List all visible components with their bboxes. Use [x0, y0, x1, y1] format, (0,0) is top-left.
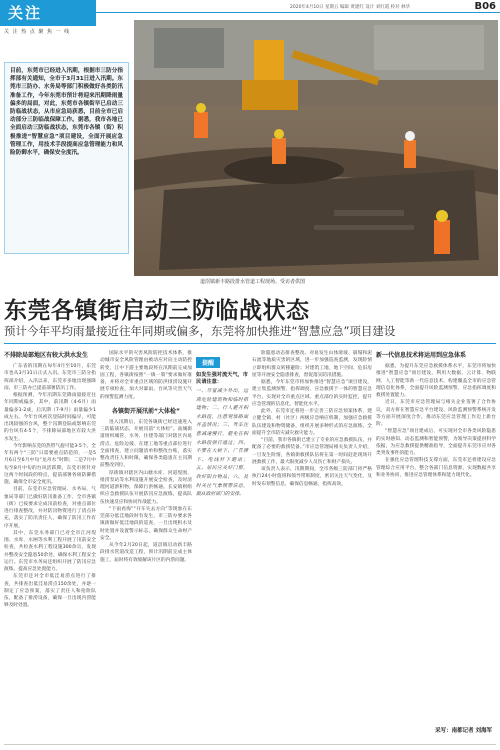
column-4-paragraph: “目前，我市各镇街已建立了专业的应急救援队伍，并配备了必要的救援装备。”市应急管理局相关负责人介绍，一旦发生险情，各镇街救援队伍将在第一时间赶赴现场开展救援工作，最大限度减少人员伤亡和财产损失。	[252, 438, 372, 465]
reminder-heading: 如发生强对流天气，市民请注意：	[196, 372, 248, 385]
reminder-sidebar	[196, 350, 248, 660]
page-title: 东莞各镇街启动三防临战状态	[4, 298, 310, 324]
lead-summary-box	[4, 62, 129, 254]
photo-caption: 道滘镇新丰路段排水管道工程现场。受访者供图	[200, 279, 306, 285]
reminder-tag: 提醒	[196, 357, 220, 368]
column-1-paragraph: 东莞市还对全市低洼易涝点进行了排查，共排查出低洼易涝点150余处，并逐一制定了应急预案，落实了责任人和抢险队伍，配备了排涝设备，确保一旦出现内涝能够及时处置。	[4, 574, 96, 609]
column-5-heading: 新一代信息技术将运用到应急体系	[376, 352, 467, 359]
column-5-paragraph: 据悉，为提升东莞应急救援体系水平，东莞市将加快推进“智慧应急”项目建设，利用大数据、云计算、物联网、人工智能等新一代信息技术，构建覆盖全市的应急管理信息化体系，全面提升风险监测预警、应急指挥调度和救援处置能力。	[376, 364, 496, 398]
headline-rule	[4, 343, 496, 344]
column-2-paragraph: “下雨看海”“开车失去方向”等现象在东莞部分低洼地段时有发生，市三防办要求各镇街做好低洼地段的巡查，一旦出现积水及时处置并设置警示标志，确保群众生命财产安全。	[100, 506, 192, 541]
page-number: B06	[474, 1, 496, 12]
column-4-paragraph: 该负责人表示，汛期期间，全市各级三防部门将严格执行24小时值班和领导带班制度，密切关注天气变化，及时发布预警信息，确保信息畅通、指挥高效。	[252, 467, 372, 487]
article-column-5	[376, 350, 496, 718]
top-rule	[96, 12, 500, 13]
column-2-paragraph: 从今年2月20日起，道滘镇启动新丰路段排水管道改造工程，预计汛期前完成主体施工，届时将有效缓解该片区的内涝问题。	[100, 543, 192, 563]
subheadline: 预计今年平均雨量接近往年同期或偏多，东莞将加快推进“智慧应急”项目建设	[4, 324, 396, 338]
lead-summary: 目前，东莞市已经进入汛期，根据市三防分指挥部有关通知，全市于3月31日进入汛期。东莞市三防办、水务局等部门积极做好各类防汛准备工作，今年东莞市预计将迎来汛期降雨量偏多的局面，对此，东莞市各镇街早已启动三防临战状态，从市应急局获悉，目前全市已启动部分三防临战保障工作。据悉，我市各地已全面启动三防临战状态，东莞市各镇（街）积极推进“智慧应急”项目建设，全面开展应急管理工作，用技术手段提高应急管理能力和风险防御水平，确保安全度汛。	[10, 68, 123, 157]
column-2-heading: 各镇街开展汛前“大体检”	[112, 407, 180, 415]
column-1-paragraph: 今年影响东莞的热带气旋可能3-5个。全年有两个“三防”日需要重点防范的，一是5月6日至6月中旬“龙舟水”时期；二是7月中旬至8月中旬的台风活跃期，东莞市将针对这两个时间段的特点，提前部署各项防御措施，确保全市安全度汛。	[4, 443, 96, 485]
column-1-paragraph: 根据预测，今年汛期东莞降雨量接近往年同期或偏多，其中，前汛期（4-6月）雨量偏多1-2成，后汛期（7-9月）雨量偏少1成左右。今年台风初次登陆时间偏早，可能出现较强的台风，整个汛期登陆或影响东莞的台风有4-5个，不排除局部地区有较大洪水发生。	[4, 393, 96, 442]
column-5-paragraph: “智慧应急”项目建成后，可实现对全市各类风险隐患的实时感知、动态监测和智能预警，为领导决策提供科学依据，为应急救援提供精准指导，全面提升东莞市应对各类突发事件的能力。	[376, 429, 496, 456]
news-photo	[134, 20, 498, 276]
section-title: 关注	[8, 4, 43, 22]
section-slogan: 关 注 热 点 聚 焦 一 线	[4, 29, 71, 35]
column-1-heading: 不排除局部地区有较大洪水发生	[4, 352, 89, 359]
construction-site-photo	[134, 20, 498, 276]
column-2-paragraph: 进入汛期后，东莞各镇街已经迅速进入三防临战状态，开展汛前“大体检”。南城街道组织城管、水务、住建等部门对辖区内易涝点、危险边坡、在建工地等重点部位进行全面排查，建立问题清单和整改台账，落实整改责任人和时限，确保各类隐患在主汛期前整改到位。	[100, 419, 192, 469]
column-1-paragraph: 目前，东莞市应急管理局、水务局、气象局等部门已做好防汛准备工作，全市各镇（街）已按要求完成汛前检查，对重点部位进行排查整改，并对防汛物资进行了清点补充，落实了防汛责任人，确保了防汛工作有序开展。	[4, 487, 96, 529]
issue-info: 2020年4月10日 星期五 编辑 黄建红 设计 刘红霞 校对 林华	[290, 5, 411, 10]
article-column-4	[252, 350, 372, 718]
footer-rule	[4, 744, 496, 745]
article-column-1	[4, 350, 96, 718]
column-5-paragraph: 在强化应急管理科技支撑方面，东莞市还将建设应急管理综合应用平台，整合各部门信息资源，实现数据共享和业务协同，推进应急管理体系和能力现代化。	[376, 458, 496, 478]
column-4-paragraph: 险隐患动态排查整改。对易发生山体滑坡、崩塌和泥石流等地质灾害的区域，进一步加强巡查监测，发现险情立即组织群众转移避险；对建筑工地、地下空间、危旧房屋等开展安全隐患排查，督促落实防汛措施。	[252, 351, 372, 378]
column-2-paragraph: 厚街镇对辖区内山塘水库、河道堤围、排涝泵站等水利设施开展安全检查，及时清理河道淤积物，保障行洪畅通。长安镇则组织应急救援队伍开展防汛应急演练，提高队伍快速反应和协同作战能力。	[100, 470, 192, 505]
column-4-paragraph: 据悉，今年东莞市将加快推进“智慧应急”项目建设，建立集监测预警、指挥调度、应急救援于一体的智慧应急平台，实现对全市重点区域、重点部位的实时监控，提升应急管理的信息化、智能化水平。	[252, 380, 372, 407]
column-5-paragraph: 近日，东莞市应急管理局与相关企业签署了合作协议，双方将在智慧应急平台建设、风险监测预警系统开发等方面开展深度合作，推动东莞应急管理工作迈上新台阶。	[376, 400, 496, 427]
section-banner	[0, 0, 96, 26]
column-2-paragraph: 国际水平的灾害风险防控技术体系，推动城市安全风险管理由被动应对向主动防控转变，江中下游主要地段将在汛期前完成加固工程，各镇街按照“一镇一策”要求做好准备，并将对全市重点区域的防洪排涝设施开展专项检查，加大对暴雨、台风等灾害天气的预警监测力度。	[100, 351, 192, 400]
reporter-byline: 采写：南都记者 刘海军	[435, 728, 492, 734]
column-4-paragraph: 此外，东莞市还将进一步完善三防应急预案体系，建立健全镇、村（社区）两级应急响应机制，加强应急救援队伍建设和物资储备，组织开展多种形式的应急演练，全面提升全市防灾减灾救灾能力。	[252, 409, 372, 436]
reminder-body: 一、尽量减少外出，远离危险建筑物和临时搭建物；二、行人避开积水路段，注意观察路面井盖情况；三、驾车注意减速慢行，避免在积水路段强行通过；四、不要在大树下、广告牌下、电线杆下避雨；五、居民应关好门窗，收好阳台物品；六、及时关注气象预警信息，服从政府部门的安排。	[196, 389, 248, 498]
column-1-paragraph: 广东省的汛期在每年4月至10月，东莞市也从3月31日正式入汛。东莞市三防分指挥部介绍，入汛以来，东莞市多地出现强降雨，市三防办已提前部署防汛工作。	[4, 364, 96, 391]
article-column-2	[100, 350, 192, 718]
column-1-paragraph: 其中，东莞水务部门已对全市江河堤围、水库、水闸等水利工程开展了汛前安全检查，共检查水利工程设施300余宗，发现并整改安全隐患50余处，确保水利工程安全运行。东莞市水务局还组织开展了防汛应急演练，提高应急处置能力。	[4, 530, 96, 572]
